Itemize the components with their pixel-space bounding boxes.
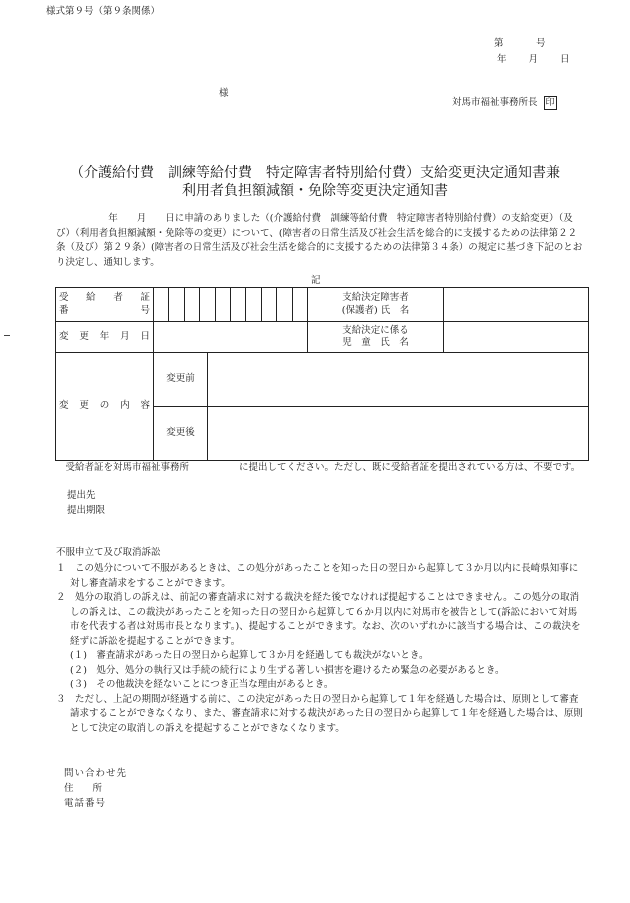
digit-cell	[169, 288, 184, 321]
change-date-value	[154, 322, 308, 353]
submit-deadline-label: 提出期限	[67, 505, 106, 516]
issue-date: 年 月 日	[497, 54, 571, 65]
appeal-item-3: ３ ただし、上記の期間が経過する前に、この決定があった日の翌日から起算して１年を経過した場合は、原則として審査請求することができなくなり、また、審査請求に対する裁決があった日の翌日から起算して１年を経過した場合は、原則として決定の取消しの訴えを提起することができなくなります。	[56, 693, 583, 734]
ki-marker: 記	[311, 275, 321, 286]
form-number: 様式第９号（第９条関係）	[46, 6, 161, 17]
digit-cell	[154, 288, 169, 321]
appeal-item-2: ２ 処分の取消しの訴えは、前記の審査請求に対する裁決を経た後でなければ提起することはできません。この処分の取消しの訴えは、この裁決があったことを知った日の翌日から起算して６か月以内に対馬市を被告として(訴訟において対馬市を代表する者は対馬市長となります。)、提起することができます。なお、次のいずれかに該当する場合は、この裁決を経ずに訴訟を提起することができます。	[56, 592, 581, 647]
document-title	[0, 165, 630, 200]
title-line-2: 利用者負担額減額・免除等変更決定通知書	[182, 182, 448, 199]
digit-cell	[200, 288, 215, 321]
margin-tick	[4, 335, 10, 336]
appeal-sub-3: (３) その他裁決を経ないことにつき正当な理由があるとき。	[70, 679, 334, 690]
addressee-sama: 様	[219, 88, 229, 99]
digit-cell	[293, 288, 307, 321]
digit-cell	[262, 288, 277, 321]
cert-number-label: 受 給 者 証 番 号	[56, 288, 154, 322]
before-value	[208, 353, 589, 407]
digit-cell	[231, 288, 246, 321]
seal-mark: 印	[545, 98, 555, 108]
contact-heading: 問い合わせ先	[64, 768, 128, 779]
document-number: 第 号	[494, 38, 547, 49]
appeal-sub-2: (２) 処分、処分の執行又は手続の続行により生ずる著しい損害を避けるため緊急の必要があるとき。	[70, 664, 505, 676]
recipient-name-value	[444, 288, 589, 322]
recipient-name-label: 支給決定障害者 (保護者) 氏 名	[308, 288, 444, 322]
decision-table	[55, 287, 589, 461]
digit-cell	[216, 288, 231, 321]
child-name-value	[444, 322, 589, 353]
issuer-name: 対馬市福祉事務所長	[452, 97, 538, 108]
submit-note	[56, 461, 586, 476]
submit-text-a: 受給者証を対馬市福祉事務所	[65, 462, 190, 473]
appeal-items	[56, 562, 586, 736]
contact-phone-label: 電話番号	[64, 798, 107, 809]
digit-cell	[246, 288, 261, 321]
change-date-label: 変 更 年 月 日	[56, 322, 154, 353]
appeal-heading: 不服申立て及び取消訴訟	[56, 547, 161, 558]
appeal-item-1: １ この処分について不服があるときは、この処分があったことを知った日の翌日から起算して３か月以内に長崎県知事に対し審査請求をすることができます。	[56, 563, 579, 589]
appeal-sub-1: (１) 審査請求があった日の翌日から起算して３か月を経過しても裁決がないとき。	[70, 650, 429, 661]
submit-destination-label: 提出先	[67, 490, 96, 501]
child-name-label: 支給決定に係る 児 童 氏 名	[308, 322, 444, 353]
after-value	[208, 407, 589, 461]
after-label: 変更後	[154, 407, 208, 461]
digit-cell	[277, 288, 292, 321]
intro-paragraph	[56, 212, 586, 270]
submit-text-b: に提出してください。ただし、既に受給者証を提出されている方は、不要です。	[239, 462, 581, 473]
digit-cell	[185, 288, 200, 321]
intro-text: 年 月 日に申請のありました（(介護給付費 訓練等給付費 特定障害者特別給付費）の支給変更）（及び）（利用者負担額減額・免除等の変更）について、(障害者の日常生活及び社会生活を総合的に支援するための法律第２２条（及び）第２９条）(障害者の日常生活及び社会生活を総合的に支援するための法律第３４条）の規定に基づき下記のとおり決定し、通知します。	[56, 213, 583, 268]
cert-number-cells	[154, 288, 308, 322]
change-content-label: 変 更 の 内 容	[56, 353, 154, 461]
contact-address-label: 住 所	[64, 783, 103, 794]
before-label: 変更前	[154, 353, 208, 407]
issuer-line	[452, 96, 557, 110]
title-line-1: （介護給付費 訓練等給付費 特定障害者特別給付費）支給変更決定通知書兼	[70, 165, 560, 181]
